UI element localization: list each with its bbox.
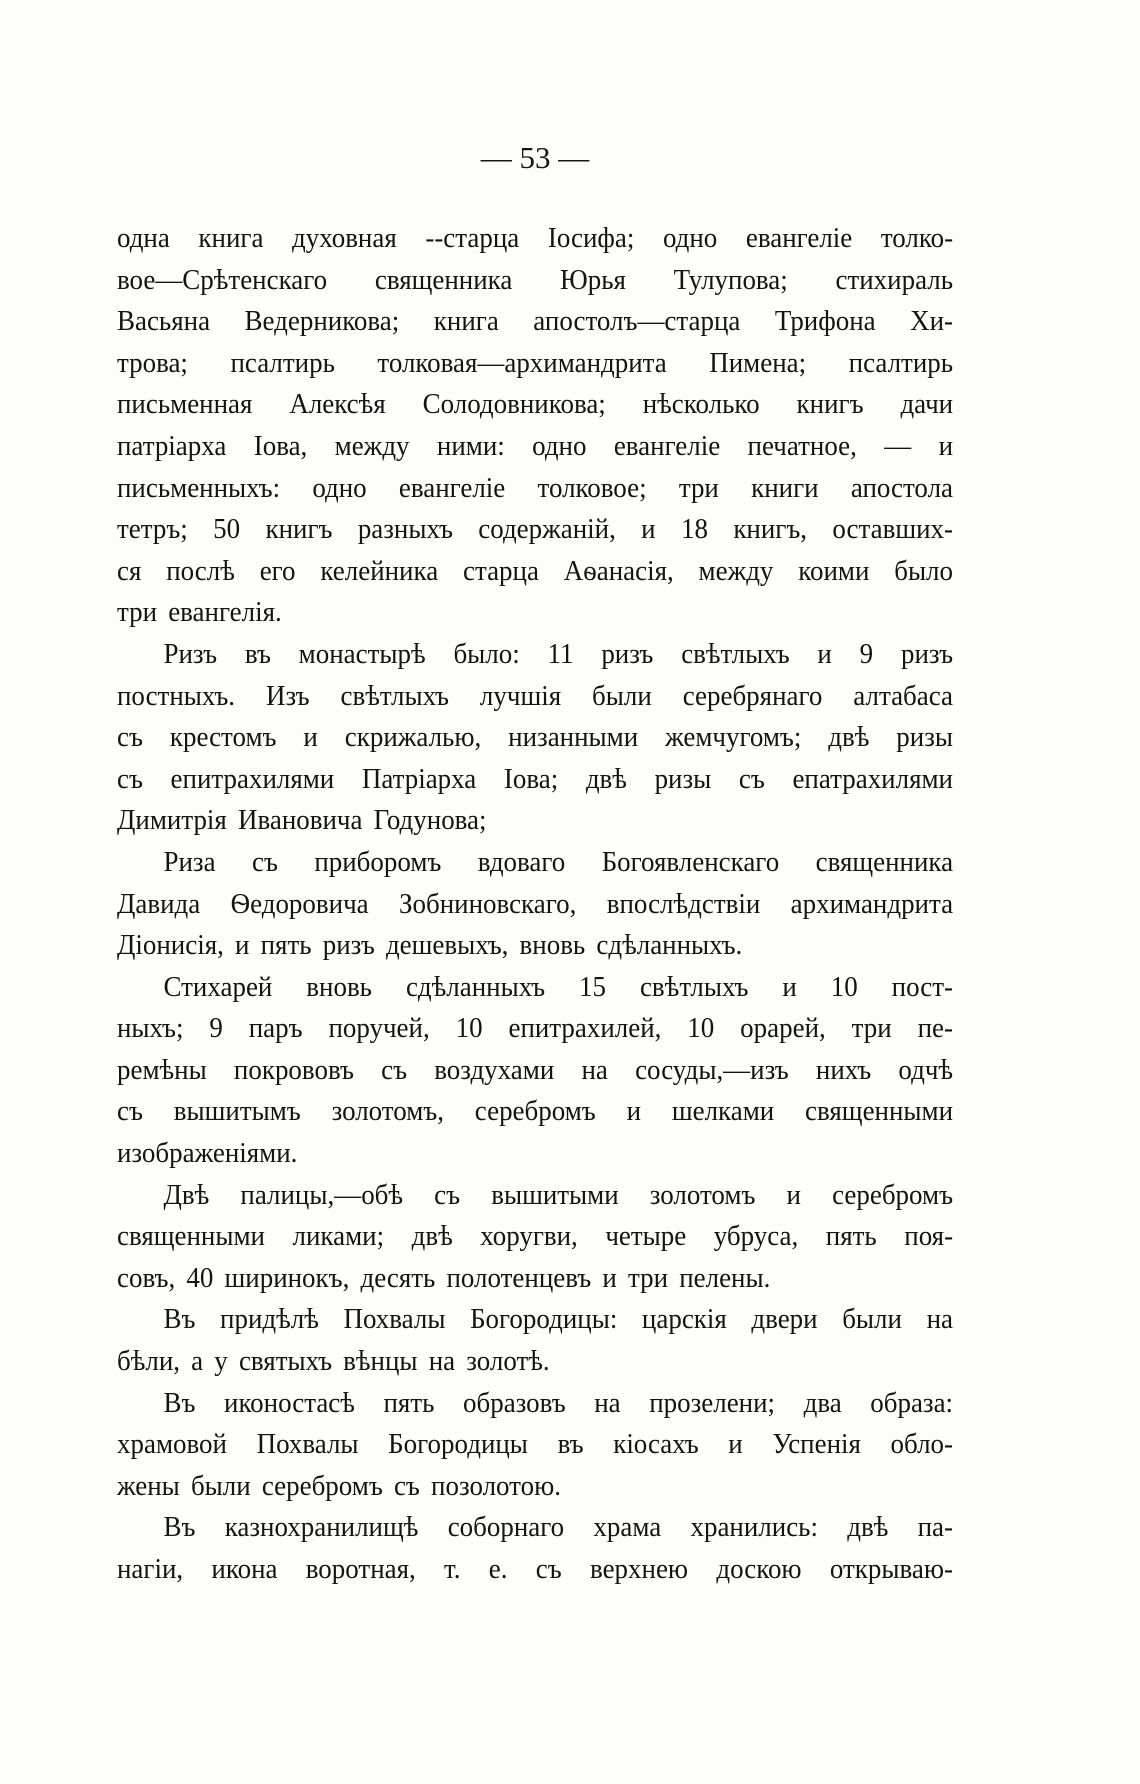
- text-line: постныхъ. Изъ свѣтлыхъ лучшія были серебрянаго алтабаса: [117, 679, 954, 712]
- body-text: [117, 218, 953, 1591]
- page-number: — 53 —: [480, 140, 590, 175]
- text-line: письменная Алексѣя Солодовникова; нѣсколько книгъ дачи: [117, 388, 954, 421]
- text-line: Риза съ приборомъ вдоваго Богоявленскаго священника: [163, 845, 954, 878]
- text-line: патріарха Іова, между ними: одно евангеліе печатное, — и: [117, 429, 954, 462]
- text-line: Димитрія Ивановича Годунова;: [117, 804, 487, 837]
- text-line: трова; псалтирь толковая—архимандрита Пимена; псалтирь: [117, 346, 954, 379]
- text-line: тетръ; 50 книгъ разныхъ содержаній, и 18 книгъ, оставших-: [117, 513, 954, 546]
- text-line: Стихарей вновь сдѣланныхъ 15 свѣтлыхъ и 10 пост-: [163, 970, 953, 1003]
- text-line: совъ, 40 ширинокъ, десять полотенцевъ и три пелены.: [117, 1261, 771, 1294]
- text-line: Діонисія, и пять ризъ дешевыхъ, вновь сдѣланныхъ.: [117, 929, 743, 962]
- text-line: вое—Срѣтенскаго священника Юрья Тулупова; стихираль: [117, 263, 954, 296]
- text-line: съ крестомъ и скрижалью, низанными жемчугомъ; двѣ ризы: [117, 721, 953, 754]
- text-line: Васьяна Ведерникова; книга апостолъ—старца Трифона Хи-: [117, 305, 954, 338]
- text-line: бѣли, а у святыхъ вѣнцы на золотѣ.: [117, 1345, 550, 1378]
- text-line: священными ликами; двѣ хоругви, четыре убруса, пять поя-: [117, 1220, 954, 1253]
- text-line: ныхъ; 9 паръ поручей, 10 епитрахилей, 10 орарей, три пе-: [117, 1012, 953, 1045]
- text-line: Давида Ѳедоровича Зобниновскаго, впослѣдствіи архимандрита: [117, 887, 954, 920]
- text-line: ся послѣ его келейника старца Аѳанасія, между коими было: [117, 554, 954, 587]
- text-line: Двѣ палицы,—обѣ съ вышитыми золотомъ и серебромъ: [163, 1178, 954, 1211]
- text-line: съ епитрахилями Патріарха Іова; двѣ ризы съ епатрахилями: [117, 762, 953, 795]
- text-line: съ вышитымъ золотомъ, серебромъ и шелками священными: [117, 1095, 954, 1128]
- text-line: письменныхъ: одно евангеліе толковое; три книги апостола: [117, 471, 953, 504]
- text-line: нагіи, икона воротная, т. е. съ верхнею доскою открываю-: [117, 1553, 953, 1585]
- text-line: одна книга духовная --старца Іосифа; одно евангеліе толко-: [117, 222, 954, 254]
- text-line: Ризъ въ монастырѣ было: 11 ризъ свѣтлыхъ и 9 ризъ: [163, 637, 954, 670]
- text-line: Въ казнохранилищѣ соборнаго храма хранились: двѣ па-: [163, 1511, 954, 1544]
- text-line: Въ придѣлѣ Похвалы Богородицы: царскія двери были на: [163, 1303, 953, 1336]
- text-line: храмовой Похвалы Богородицы въ кіосахъ и Успенія обло-: [117, 1428, 954, 1461]
- text-line: изображеніями.: [117, 1137, 298, 1170]
- text-line: жены были серебромъ съ позолотою.: [117, 1469, 561, 1502]
- text-line: Въ иконостасѣ пять образовъ на прозелени; два образа:: [163, 1386, 954, 1419]
- text-line: три евангелія.: [117, 596, 282, 629]
- text-line: ремѣны покрововъ съ воздухами на сосуды,—изъ нихъ одчѣ: [117, 1053, 954, 1086]
